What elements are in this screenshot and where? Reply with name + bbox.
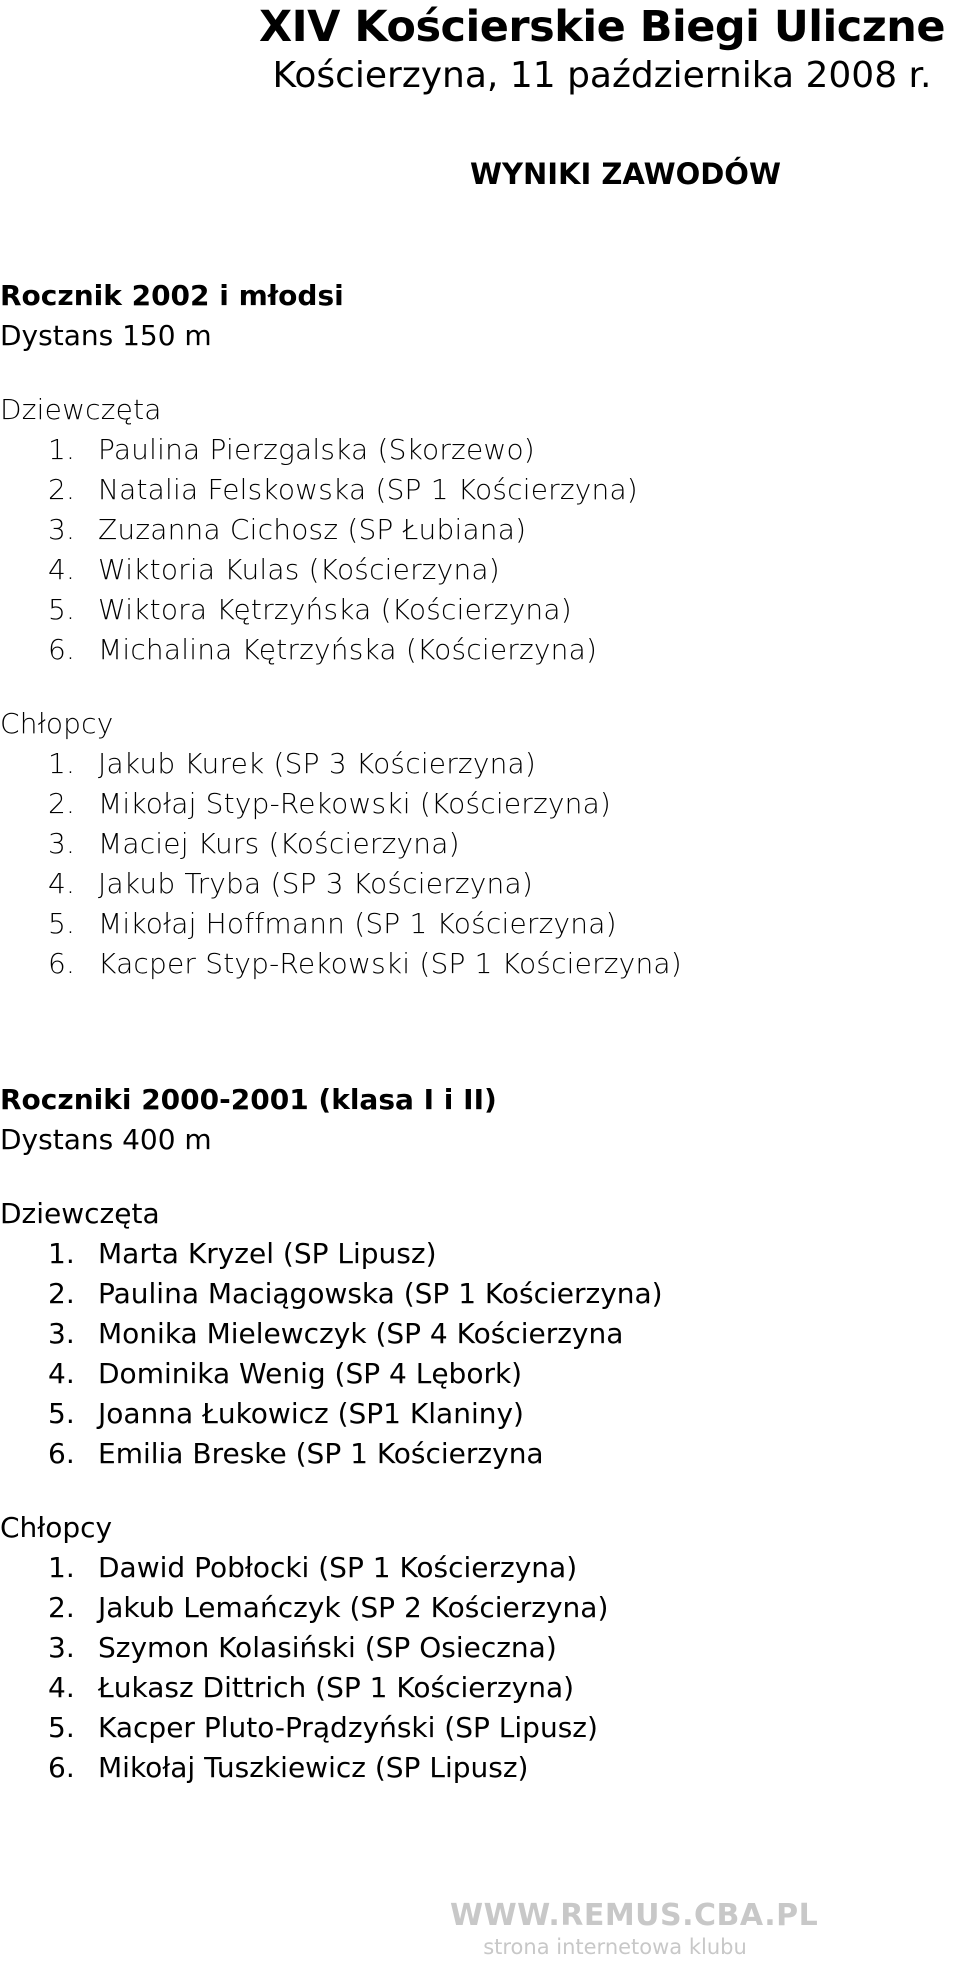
list-item [0,1548,960,1588]
place-number: 5. [48,907,76,940]
participant-name: Jakub Tryba (SP 3 Kościerzyna) [98,867,533,900]
place-number: 6. [48,1751,75,1784]
participant-name: Kacper Styp-Rekowski (SP 1 Kościerzyna) [98,947,682,980]
footer-url[interactable]: WWW.REMUS.CBA.PL [450,1898,819,1933]
place-number: 3. [48,1631,75,1664]
list-item [0,1354,960,1394]
results-section-2002 [0,276,960,984]
list-item [0,1668,960,1708]
group-girls [0,1194,960,1474]
list-item [0,1588,960,1628]
group-title: Dziewczęta [0,393,162,426]
document-title: XIV Kościerskie Biegi Uliczne [258,2,946,52]
participant-name: Maciej Kurs (Kościerzyna) [98,827,460,860]
results-list [0,744,960,984]
list-item [0,550,960,590]
place-number: 5. [48,1711,75,1744]
place-number: 4. [48,553,76,586]
section-title: Roczniki 2000-2001 (klasa I i II) [0,1083,497,1116]
place-number: 2. [48,1591,75,1624]
document-header [252,0,952,96]
place-number: 4. [48,1671,75,1704]
place-number: 6. [48,1437,75,1470]
place-number: 2. [48,1277,75,1310]
participant-name: Zuzanna Cichosz (SP Łubiana) [98,513,527,546]
group-boys [0,1508,960,1788]
place-number: 2. [48,473,76,506]
participant-name: Joanna Łukowicz (SP1 Klaniny) [98,1397,524,1430]
place-number: 6. [48,947,76,980]
participant-name: Jakub Kurek (SP 3 Kościerzyna) [98,747,537,780]
list-item [0,904,960,944]
place-number: 3. [48,513,76,546]
list-item [0,944,960,984]
participant-name: Monika Mielewczyk (SP 4 Kościerzyna [98,1317,624,1350]
list-item [0,590,960,630]
section-distance: Dystans 150 m [0,319,212,352]
list-item [0,1434,960,1474]
footer-watermark [450,1898,819,1960]
place-number: 6. [48,633,76,666]
group-title: Chłopcy [0,707,114,740]
participant-name: Michalina Kętrzyńska (Kościerzyna) [98,633,598,666]
participant-name: Kacper Pluto-Prądzyński (SP Lipusz) [98,1711,598,1744]
list-item [0,1234,960,1274]
results-section-2000-2001 [0,1080,960,1788]
list-item [0,1748,960,1788]
list-item [0,1314,960,1354]
results-list [0,1234,960,1474]
participant-name: Mikołaj Styp-Rekowski (Kościerzyna) [98,787,612,820]
participant-name: Paulina Pierzgalska (Skorzewo) [98,433,535,466]
place-number: 5. [48,593,76,626]
group-girls [0,390,960,670]
group-title: Chłopcy [0,1511,113,1544]
place-number: 1. [48,1551,75,1584]
place-number: 3. [48,1317,75,1350]
participant-name: Mikołaj Hoffmann (SP 1 Kościerzyna) [98,907,617,940]
group-title: Dziewczęta [0,1197,160,1230]
participant-name: Szymon Kolasiński (SP Osieczna) [98,1631,557,1664]
footer-tagline: strona internetowa klubu [483,1935,747,1959]
place-number: 4. [48,867,76,900]
list-item [0,1628,960,1668]
section-distance: Dystans 400 m [0,1123,212,1156]
participant-name: Łukasz Dittrich (SP 1 Kościerzyna) [98,1671,575,1704]
list-item [0,744,960,784]
participant-name: Emilia Breske (SP 1 Kościerzyna [98,1437,544,1470]
list-item [0,470,960,510]
participant-name: Mikołaj Tuszkiewicz (SP Lipusz) [98,1751,529,1784]
participant-name: Marta Kryzel (SP Lipusz) [98,1237,437,1270]
participant-name: Wiktoria Kulas (Kościerzyna) [98,553,500,586]
results-list [0,430,960,670]
results-heading: WYNIKI ZAWODÓW [470,157,781,191]
place-number: 2. [48,787,76,820]
list-item [0,864,960,904]
place-number: 1. [48,747,76,780]
list-item [0,1274,960,1314]
list-item [0,510,960,550]
list-item [0,1394,960,1434]
place-number: 1. [48,433,76,466]
participant-name: Wiktora Kętrzyńska (Kościerzyna) [98,593,572,626]
list-item [0,430,960,470]
place-number: 5. [48,1397,75,1430]
place-number: 4. [48,1357,75,1390]
participant-name: Dawid Pobłocki (SP 1 Kościerzyna) [98,1551,578,1584]
place-number: 3. [48,827,76,860]
list-item [0,1708,960,1748]
document-subtitle: Kościerzyna, 11 października 2008 r. [272,55,932,96]
list-item [0,630,960,670]
participant-name: Jakub Lemańczyk (SP 2 Kościerzyna) [98,1591,609,1624]
place-number: 1. [48,1237,75,1270]
list-item [0,784,960,824]
participant-name: Natalia Felskowska (SP 1 Kościerzyna) [98,473,638,506]
section-title: Rocznik 2002 i młodsi [0,279,344,312]
results-list [0,1548,960,1788]
group-boys [0,704,960,984]
participant-name: Paulina Maciągowska (SP 1 Kościerzyna) [98,1277,663,1310]
list-item [0,824,960,864]
participant-name: Dominika Wenig (SP 4 Lębork) [98,1357,523,1390]
